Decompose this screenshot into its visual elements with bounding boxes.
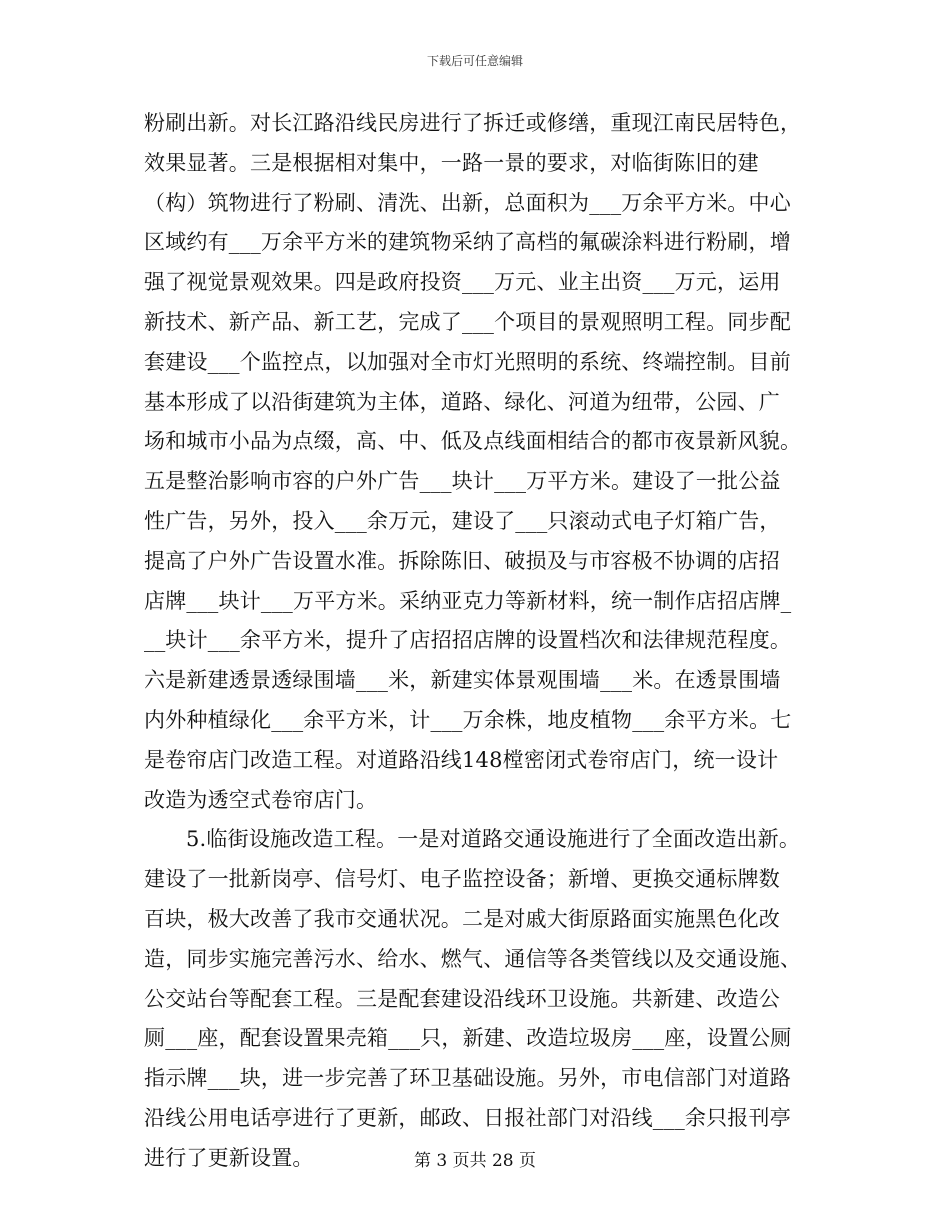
paragraph-1 xyxy=(144,104,812,820)
text-line: 区域约有___万余平方米的建筑物采纳了高档的氟碳涂料进行粉刷，增 xyxy=(144,230,791,255)
text-line: 建设了一批新岗亭、信号灯、电子监控设备；新增、更换交通标牌数 xyxy=(144,867,780,892)
text-line: 性广告，另外，投入___余万元，建设了___只滚动式电子灯箱广告， xyxy=(144,508,781,533)
text-line: 粉刷出新。对长江路沿线民房进行了拆迁或修缮，重现江南民居特色， xyxy=(144,111,802,135)
text-line: （构）筑物进行了粉刷、清洗、出新，总面积为___万余平方米。中心 xyxy=(144,190,791,215)
text-line: 套建设___个监控点，以加强对全市灯光照明的系统、终端控制。目前 xyxy=(144,349,791,374)
text-line: 强了视觉景观效果。四是政府投资___万元、业主出资___万元，运用 xyxy=(144,270,781,295)
page-header: 下载后可任意编辑 xyxy=(426,54,523,68)
text-line: 效果显著。三是根据相对集中，一路一景的要求，对临街陈旧的建 xyxy=(144,150,759,175)
text-line: 六是新建透景透绿围墙___米，新建实体景观围墙___米。在透景围墙 xyxy=(144,668,781,693)
text-line: 百块，极大改善了我市交通状况。二是对戚大街原路面实施黑色化改 xyxy=(144,906,780,931)
text-line: 沿线公用电话亭进行了更新，邮政、日报社部门对沿线___余只报刊亭 xyxy=(144,1105,791,1130)
text-line: 公交站台等配套工程。三是配套建设沿线环卫设施。共新建、改造公 xyxy=(144,986,780,1011)
text-line: 改造为透空式卷帘店门。 xyxy=(144,787,378,812)
text-line: 基本形成了以沿街建筑为主体，道路、绿化、河道为纽带，公园、广 xyxy=(144,389,780,414)
text-line: 新技术、新产品、新工艺，完成了___个项目的景观照明工程。同步配 xyxy=(144,309,791,334)
text-line: 厕___座，配套设置果壳箱___只，新建、改造垃圾房___座，设置公厕 xyxy=(144,1026,792,1051)
text-line: 进行了更新设置。 xyxy=(144,1145,314,1170)
text-line: 店牌___块计___万平方米。采纳亚克力等新材料，统一制作店招店牌_ xyxy=(144,588,792,613)
text-line: 造，同步实施完善污水、给水、燃气、通信等各类管线以及交通设施、 xyxy=(144,946,802,971)
text-line: 指示牌___块，进一步完善了环卫基础设施。另外，市电信部门对道路 xyxy=(144,1066,791,1091)
text-line: 场和城市小品为点缀，高、中、低及点线面相结合的都市夜景新风貌。 xyxy=(144,429,802,454)
text-line: __块计___余平方米，提升了店招招店牌的设置档次和法律规范程度。 xyxy=(144,628,792,653)
text-line: 内外种植绿化___余平方米，计___万余株，地皮植物___余平方米。七 xyxy=(144,707,792,732)
page-footer: 第 3 页共 28 页 xyxy=(413,1151,537,1171)
text-line: 5.临街设施改造工程。一是对道路交通设施进行了全面改造出新。 xyxy=(186,827,801,852)
text-line: 提高了户外广告设置水准。拆除陈旧、破损及与市容极不协调的店招 xyxy=(144,548,780,573)
document-body xyxy=(144,104,812,1179)
text-line: 五是整治影响市容的户外广告___块计___万平方米。建设了一批公益 xyxy=(144,469,781,494)
paragraph-2 xyxy=(144,820,812,1178)
text-line: 是卷帘店门改造工程。对道路沿线148樘密闭式卷帘店门，统一设计 xyxy=(144,747,779,772)
